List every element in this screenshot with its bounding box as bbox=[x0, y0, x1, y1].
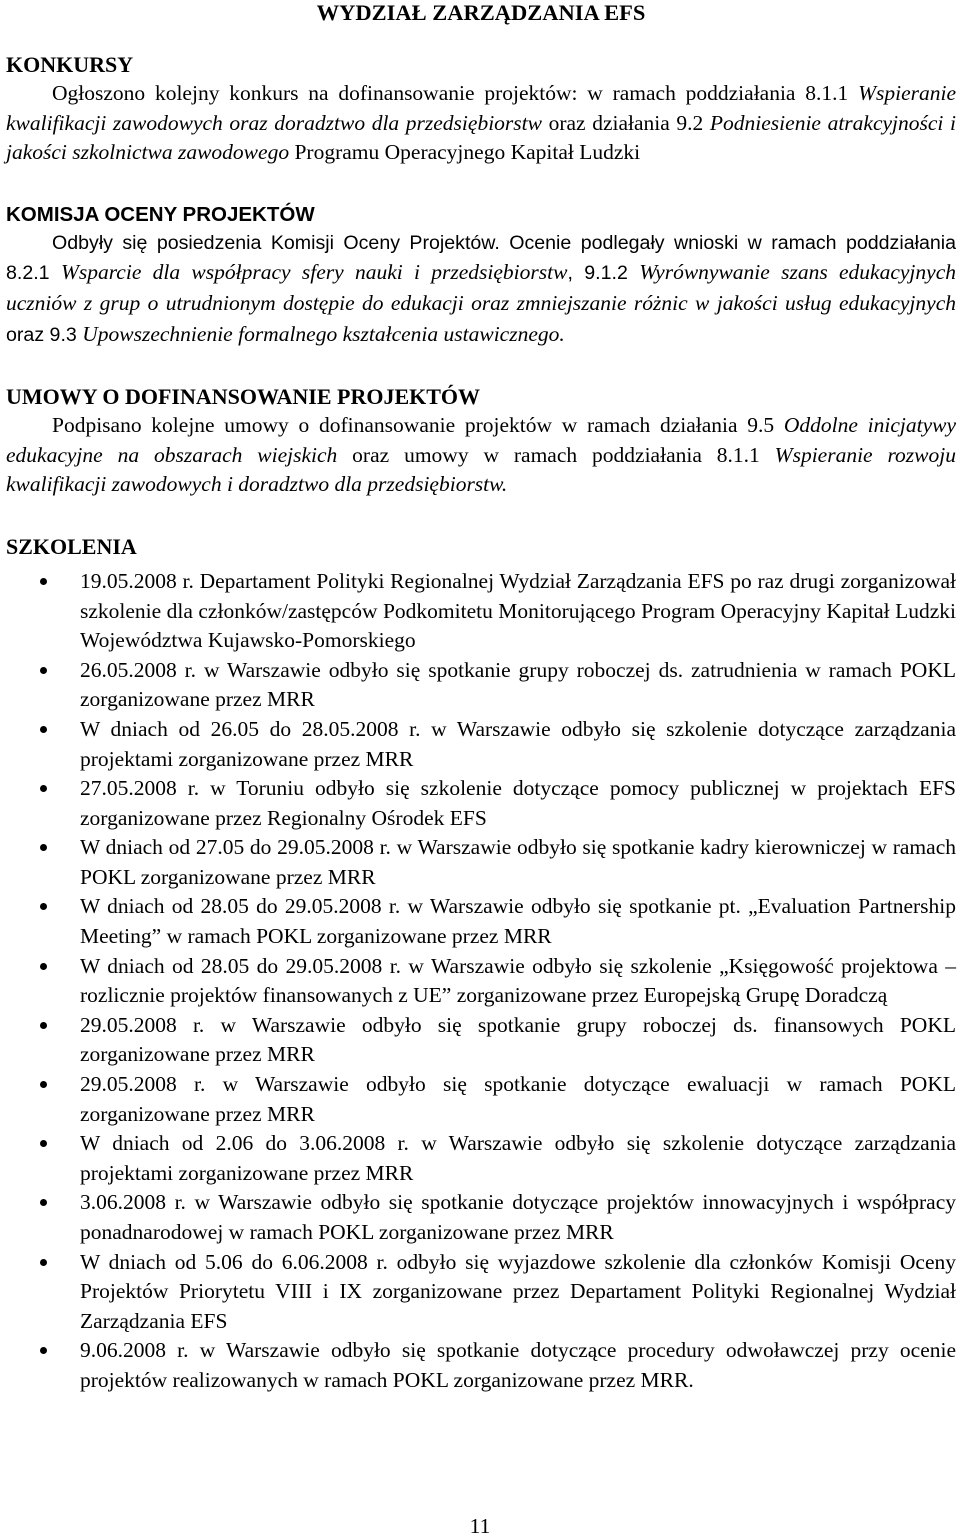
komisja-paragraph: Odbyły się posiedzenia Komisji Oceny Projektów. Ocenie podlegały wnioski w ramach poddziałania 8.2.1 Wsparcie dla współpracy sfery nauki i przedsiębiorstw, 9.1.2 Wyrównywanie szans edukacyjnych uczniów z grup o utrudnionym dostępie do edukacji oraz zmniejszanie różnic w jakości usług edukacyjnych oraz 9.3 Upowszechnienie formalnego kształcenia ustawicznego. bbox=[6, 231, 956, 346]
bullet-icon bbox=[40, 578, 47, 585]
list-item: 26.05.2008 r. w Warszawie odbyło się spotkanie grupy roboczej ds. zatrudnienia w ramach POKL zorganizowane przez MRR bbox=[6, 656, 956, 715]
bullet-icon bbox=[40, 844, 47, 851]
umowy-paragraph: Podpisano kolejne umowy o dofinansowanie projektów w ramach działania 9.5 Oddolne inicjatywy edukacyjne na obszarach wiejskich oraz umowy w ramach poddziałania 8.1.1 Wspieranie rozwoju kwalifikacji zawodowych i doradztwo dla przedsiębiorstw. bbox=[6, 413, 956, 497]
document-page bbox=[6, 0, 956, 1396]
list-item: W dniach od 26.05 do 28.05.2008 r. w Warszawie odbyło się szkolenie dotyczące zarządzania projektami zorganizowane przez MRR bbox=[6, 715, 956, 774]
bullet-icon bbox=[40, 903, 47, 910]
bullet-icon bbox=[40, 1347, 47, 1354]
list-item: 19.05.2008 r. Departament Polityki Regionalnej Wydział Zarządzania EFS po raz drugi zorganizował szkolenie dla członków/zastępców Podkomitetu Monitorującego Program Operacyjny Kapitał Ludzki Województwa Kujawsko-Pomorskiego bbox=[6, 567, 956, 656]
list-item: W dniach od 28.05 do 29.05.2008 r. w Warszawie odbyło się szkolenie „Księgowość projektowa – rozlicznie projektów finansowanych z UE” zorganizowane przez Europejską Grupę Doradczą bbox=[6, 952, 956, 1011]
section-heading-konkursy: KONKURSY bbox=[6, 52, 134, 77]
list-item: 29.05.2008 r. w Warszawie odbyło się spotkanie grupy roboczej ds. finansowych POKL zorganizowane przez MRR bbox=[6, 1011, 956, 1070]
page-number: 11 bbox=[469, 1514, 491, 1538]
bullet-icon bbox=[40, 1022, 47, 1029]
section-heading-umowy: UMOWY O DOFINANSOWANIE PROJEKTÓW bbox=[6, 384, 481, 410]
bullet-icon bbox=[40, 785, 47, 792]
page-title: WYDZIAŁ ZARZĄDZANIA EFS bbox=[316, 0, 646, 25]
list-item: W dniach od 27.05 do 29.05.2008 r. w Warszawie odbyło się spotkanie kadry kierowniczej w ramach POKL zorganizowane przez MRR bbox=[6, 833, 956, 892]
bullet-icon bbox=[40, 1259, 47, 1266]
bullet-icon bbox=[40, 1199, 47, 1206]
bullet-icon bbox=[40, 667, 47, 674]
list-item: W dniach od 2.06 do 3.06.2008 r. w Warszawie odbyło się szkolenie dotyczące zarządzania projektami zorganizowane przez MRR bbox=[6, 1129, 956, 1188]
szkolenia-list bbox=[6, 567, 956, 1396]
list-item: 9.06.2008 r. w Warszawie odbyło się spotkanie dotyczące procedury odwoławczej przy ocenie projektów realizowanych w ramach POKL zorganizowane przez MRR. bbox=[6, 1336, 956, 1395]
list-item: W dniach od 28.05 do 29.05.2008 r. w Warszawie odbyło się spotkanie pt. „Evaluation Partnership Meeting” w ramach POKL zorganizowane przez MRR bbox=[6, 892, 956, 951]
bullet-icon bbox=[40, 1081, 47, 1088]
konkursy-paragraph: Ogłoszono kolejny konkurs na dofinansowanie projektów: w ramach poddziałania 8.1.1 Wspieranie kwalifikacji zawodowych oraz doradztwo dla przedsiębiorstw oraz działania 9.2 Podniesienie atrakcyjności i jakości szkolnictwa zawodowego Programu Operacyjnego Kapitał Ludzki bbox=[6, 81, 956, 165]
section-heading-komisja: KOMISJA OCENY PROJEKTÓW bbox=[6, 202, 315, 226]
section-heading-szkolenia: SZKOLENIA bbox=[6, 533, 137, 559]
list-item: 27.05.2008 r. w Toruniu odbyło się szkolenie dotyczące pomocy publicznej w projektach EFS zorganizowane przez Regionalny Ośrodek EFS bbox=[6, 774, 956, 833]
bullet-icon bbox=[40, 1140, 47, 1147]
bullet-icon bbox=[40, 726, 47, 733]
bullet-icon bbox=[40, 963, 47, 970]
list-item: 3.06.2008 r. w Warszawie odbyło się spotkanie dotyczące projektów innowacyjnych i współpracy ponadnarodowej w ramach POKL zorganizowane przez MRR bbox=[6, 1188, 956, 1247]
list-item: 29.05.2008 r. w Warszawie odbyło się spotkanie dotyczące ewaluacji w ramach POKL zorganizowane przez MRR bbox=[6, 1070, 956, 1129]
list-item: W dniach od 5.06 do 6.06.2008 r. odbyło się wyjazdowe szkolenie dla członków Komisji Oceny Projektów Priorytetu VIII i IX zorganizowane przez Departament Polityki Regionalnej Wydział Zarządzania EFS bbox=[6, 1248, 956, 1337]
